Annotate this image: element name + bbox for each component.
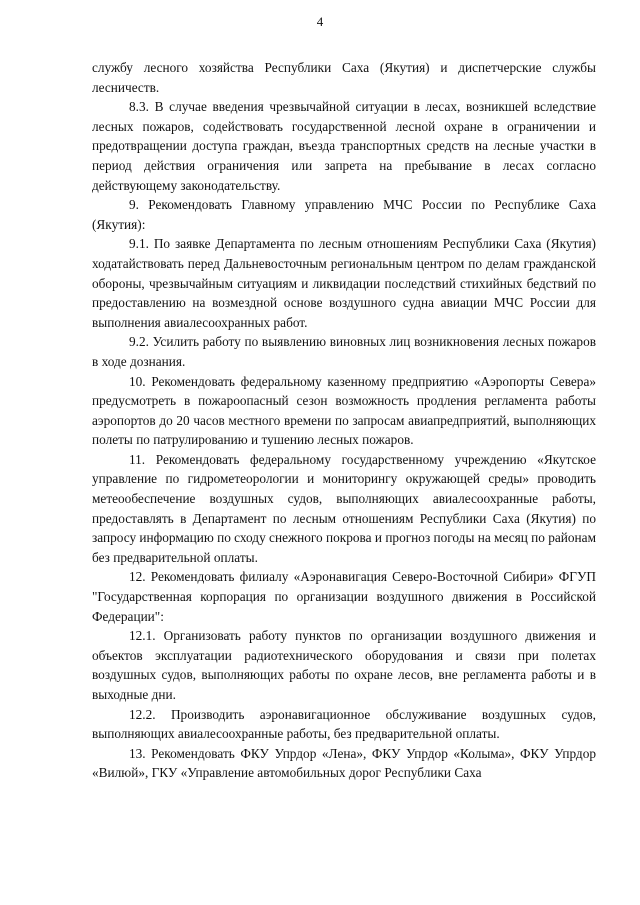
paragraph-9: 9. Рекомендовать Главному управлению МЧС России по Республике Саха (Якутия):: [92, 197, 596, 232]
paragraph-12-1: 12.1. Организовать работу пунктов по организации воздушного движения и объектов эксплуатации радиотехнического оборудования и связи при полетах воздушных судов, выполняющих работы по охране лесов, вне регламента работы и в выходные дни.: [92, 628, 596, 702]
paragraph-9-2: 9.2. Усилить работу по выявлению виновных лиц возникновения лесных пожаров в ходе дознания.: [92, 334, 596, 369]
paragraph-12: 12. Рекомендовать филиалу «Аэронавигация Северо-Восточной Сибири» ФГУП "Государственная корпорация по организации воздушного движения в Российской Федерации":: [92, 569, 596, 624]
document-body: [92, 58, 596, 783]
paragraph-8-3: 8.3. В случае введения чрезвычайной ситуации в лесах, возникшей вследствие лесных пожаров, содействовать государственной лесной охране в ограничении и предотвращении доступа граждан, въезда транспортных средств на лесные участки в период действия ограничения или запрета на пребывание в лесах согласно действующему законодательству.: [92, 99, 596, 193]
page-number: 4: [316, 14, 324, 29]
paragraph-13: 13. Рекомендовать ФКУ Упрдор «Лена», ФКУ Упрдор «Колыма», ФКУ Упрдор «Вилюй», ГКУ «Управление автомобильных дорог Республики Саха: [92, 745, 596, 781]
paragraph-continuation: службу лесного хозяйства Республики Саха (Якутия) и диспетчерские службы лесничеств.: [92, 60, 596, 95]
paragraph-10: 10. Рекомендовать федеральному казенному предприятию «Аэропорты Севера» предусмотреть в пожароопасный сезон возможность продления регламента работы аэропортов до 20 часов местного времени по запросам авиапредприятий, выполняющих полеты по патрулированию и тушению лесных пожаров.: [92, 373, 596, 448]
paragraph-11: 11. Рекомендовать федеральному государственному учреждению «Якутское управление по гидрометеорологии и мониторингу окружающей среды» проводить метеообеспечение воздушных судов, выполняющих авиалесоохранные работы, предоставлять в Департамент по лесным отношениям Республики Саха (Якутия) по запросу информацию по сходу снежного покрова и прогноз погоды на месяц по районам без предварительной оплаты.: [92, 451, 596, 565]
paragraph-9-1: 9.1. По заявке Департамента по лесным отношениям Республики Саха (Якутия) ходатайствовать перед Дальневосточным региональным центром по делам гражданской обороны, чрезвычайным ситуациям и ликвидации последствий стихийных бедствий по предоставлению на возмездной основе воздушного судна авиации МЧС России для выполнения авиалесоохранных работ.: [92, 236, 596, 330]
paragraph-12-2: 12.2. Производить аэронавигационное обслуживание воздушных судов, выполняющих авиалесоохранные работы, без предварительной оплаты.: [92, 706, 596, 742]
